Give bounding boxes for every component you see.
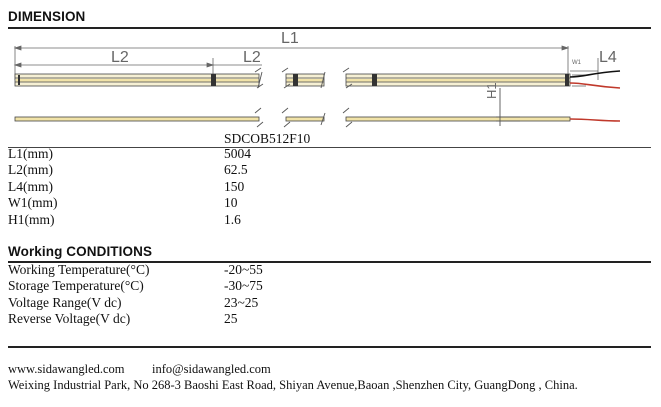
work-label-storage-temp: Storage Temperature(°C) <box>8 278 144 293</box>
dim-value-h1: 1.6 <box>224 212 241 227</box>
work-value-storage-temp: -30~75 <box>224 278 263 293</box>
footer-address: Weixing Industrial Park, No 268-3 Baoshi East Road, Shiyan Avenue,Baoan ,Shenzhen City, GuangDong , China. <box>8 378 578 392</box>
label-l1: L1 <box>281 30 299 47</box>
dim-label-l1: L1(mm) <box>8 146 53 161</box>
work-value-voltage-range: 23~25 <box>224 295 259 310</box>
led-strip-dimension-drawing <box>0 28 661 130</box>
dim-value-l4: 150 <box>224 179 245 194</box>
model-name: SDCOB512F10 <box>224 131 311 146</box>
dim-value-l1: 5004 <box>224 146 251 161</box>
dim-value-w1: 10 <box>224 195 238 210</box>
dim-value-l2: 62.5 <box>224 162 248 177</box>
dim-label-w1: W1(mm) <box>8 195 58 210</box>
label-h1: H1 <box>484 82 499 99</box>
label-l4: L4 <box>599 49 617 66</box>
work-label-voltage-range: Voltage Range(V dc) <box>8 295 122 310</box>
work-label-working-temp: Working Temperature(°C) <box>8 262 150 277</box>
work-value-reverse-voltage: 25 <box>224 311 238 326</box>
footer-rule <box>8 346 651 348</box>
dim-label-l2: L2(mm) <box>8 162 53 177</box>
dimension-heading: DIMENSION <box>8 9 86 24</box>
working-conditions-heading: Working CONDITIONS <box>8 244 153 259</box>
footer-email: info@sidawangled.com <box>152 362 271 376</box>
work-label-reverse-voltage: Reverse Voltage(V dc) <box>8 311 131 326</box>
label-l2: L2 <box>111 49 129 66</box>
dim-label-l4: L4(mm) <box>8 179 53 194</box>
dim-label-h1: H1(mm) <box>8 212 55 227</box>
dimension-table-rule <box>8 147 651 148</box>
label-l2-second: L2 <box>243 49 261 66</box>
label-w1: W1 <box>572 60 581 66</box>
footer-website: www.sidawangled.com <box>8 362 125 376</box>
work-value-working-temp: -20~55 <box>224 262 263 277</box>
